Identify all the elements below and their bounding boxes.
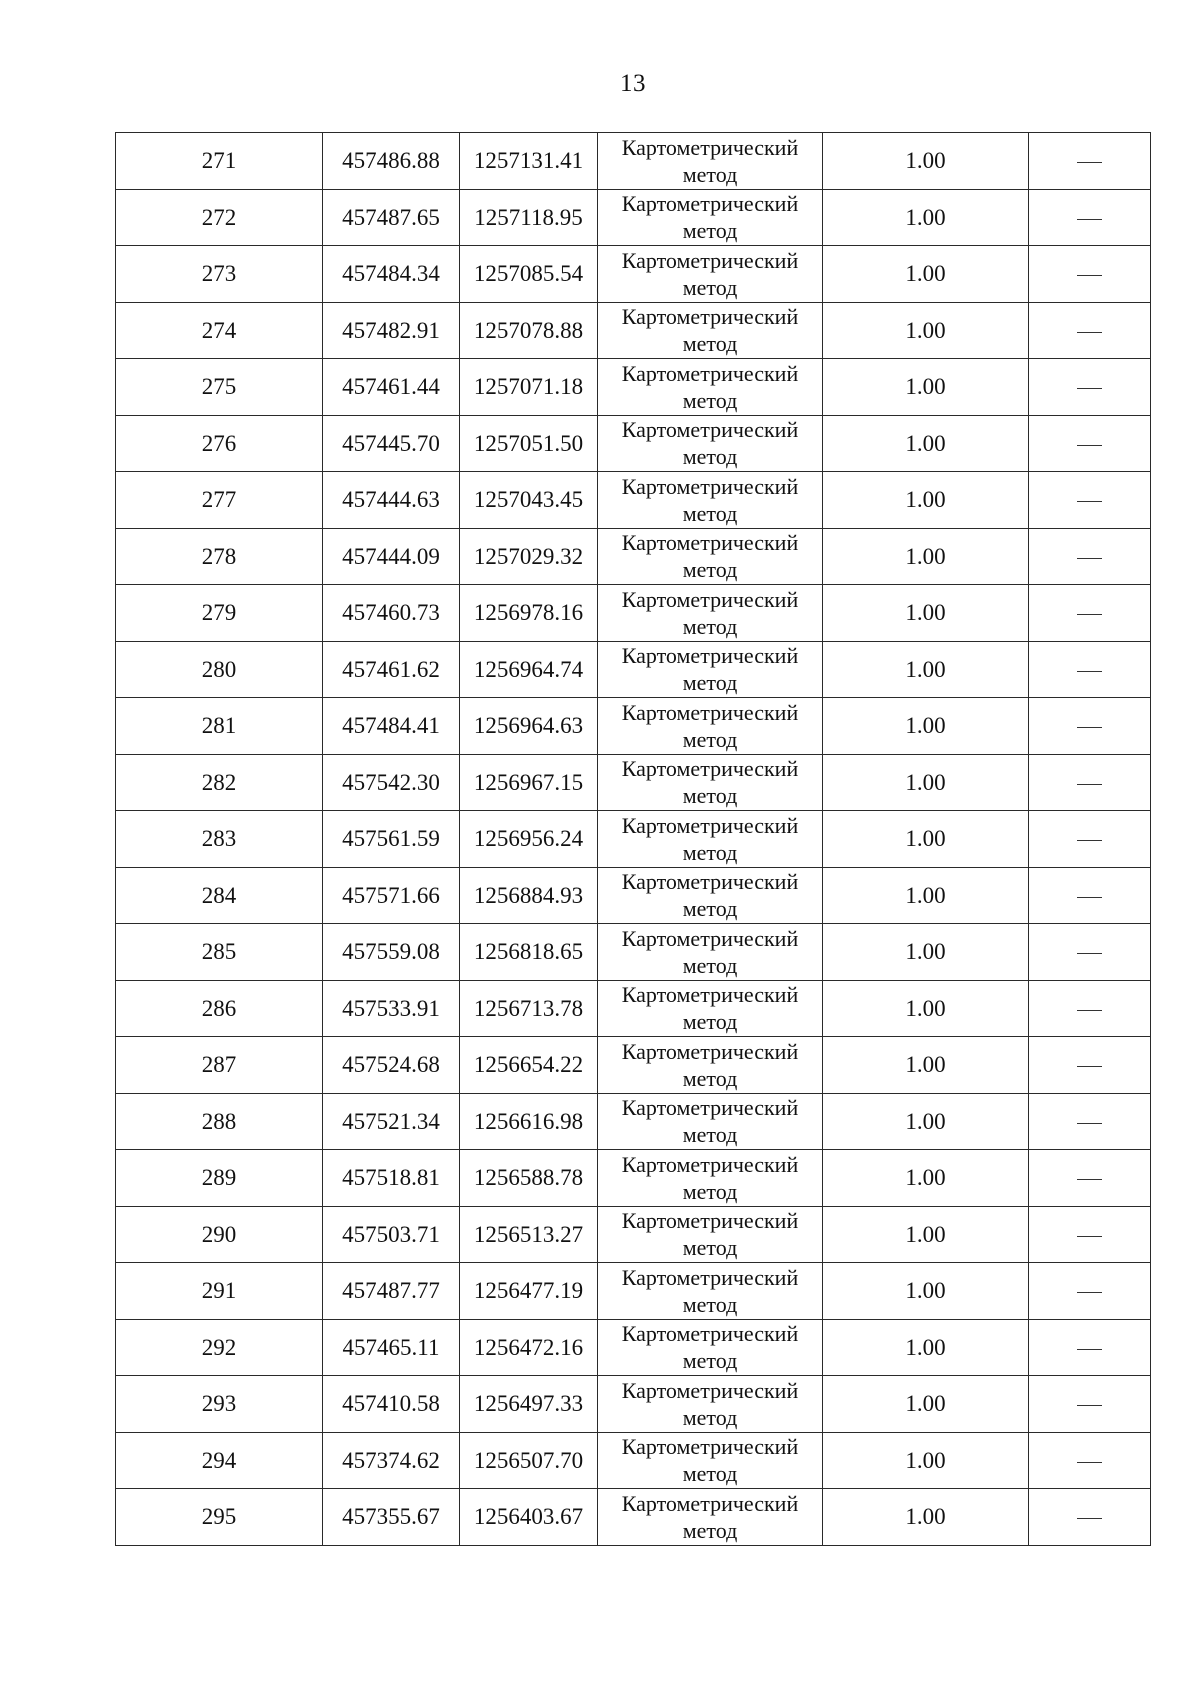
accuracy-cell: 1.00 bbox=[823, 924, 1029, 981]
description-cell bbox=[1029, 1037, 1151, 1094]
accuracy-cell: 1.00 bbox=[823, 1319, 1029, 1376]
table-row bbox=[116, 1150, 1151, 1207]
point-number-cell: 291 bbox=[116, 1263, 323, 1320]
y-coordinate-cell: 1256713.78 bbox=[460, 980, 598, 1037]
table-row bbox=[116, 1206, 1151, 1263]
point-number-cell: 293 bbox=[116, 1376, 323, 1433]
x-coordinate-cell: 457460.73 bbox=[323, 585, 460, 642]
method-line2: метод bbox=[682, 783, 738, 809]
accuracy-cell: 1.00 bbox=[823, 1150, 1029, 1207]
method-line1: Картометрический bbox=[621, 812, 799, 838]
y-coordinate-cell: 1257071.18 bbox=[460, 359, 598, 416]
method-line2: метод bbox=[682, 1065, 738, 1091]
method-line1: Картометрический bbox=[621, 643, 799, 669]
point-number-cell: 282 bbox=[116, 754, 323, 811]
y-coordinate-cell: 1256507.70 bbox=[460, 1432, 598, 1489]
y-coordinate-cell: 1257043.45 bbox=[460, 472, 598, 529]
dash-mark bbox=[1077, 897, 1102, 898]
dash-mark bbox=[1077, 445, 1102, 446]
accuracy-cell: 1.00 bbox=[823, 359, 1029, 416]
dash-mark bbox=[1077, 1066, 1102, 1067]
dash-mark bbox=[1077, 501, 1102, 502]
point-number-cell: 288 bbox=[116, 1093, 323, 1150]
accuracy-cell: 1.00 bbox=[823, 1376, 1029, 1433]
accuracy-cell: 1.00 bbox=[823, 1206, 1029, 1263]
y-coordinate-cell: 1257131.41 bbox=[460, 133, 598, 190]
dash-mark bbox=[1077, 727, 1102, 728]
method-cell bbox=[598, 1037, 823, 1094]
table-row bbox=[116, 1319, 1151, 1376]
y-coordinate-cell: 1256967.15 bbox=[460, 754, 598, 811]
description-cell bbox=[1029, 867, 1151, 924]
dash-mark bbox=[1077, 1518, 1102, 1519]
description-cell bbox=[1029, 528, 1151, 585]
page-number: 13 bbox=[620, 70, 646, 97]
table-row bbox=[116, 133, 1151, 190]
method-line1: Картометрический bbox=[621, 530, 799, 556]
table-row bbox=[116, 641, 1151, 698]
method-line2: метод bbox=[682, 896, 738, 922]
description-cell bbox=[1029, 133, 1151, 190]
description-cell bbox=[1029, 246, 1151, 303]
method-line2: метод bbox=[682, 1009, 738, 1035]
x-coordinate-cell: 457465.11 bbox=[323, 1319, 460, 1376]
method-cell bbox=[598, 1206, 823, 1263]
x-coordinate-cell: 457533.91 bbox=[323, 980, 460, 1037]
dash-mark bbox=[1077, 332, 1102, 333]
method-cell bbox=[598, 641, 823, 698]
method-line1: Картометрический bbox=[621, 1095, 799, 1121]
point-number-cell: 278 bbox=[116, 528, 323, 585]
x-coordinate-cell: 457484.34 bbox=[323, 246, 460, 303]
method-line1: Картометрический bbox=[621, 1321, 799, 1347]
method-line2: метод bbox=[682, 218, 738, 244]
point-number-cell: 280 bbox=[116, 641, 323, 698]
method-cell bbox=[598, 811, 823, 868]
point-number-cell: 271 bbox=[116, 133, 323, 190]
method-line2: метод bbox=[682, 1178, 738, 1204]
dash-mark bbox=[1077, 388, 1102, 389]
y-coordinate-cell: 1256884.93 bbox=[460, 867, 598, 924]
accuracy-cell: 1.00 bbox=[823, 133, 1029, 190]
method-line1: Картометрический bbox=[621, 1264, 799, 1290]
x-coordinate-cell: 457444.09 bbox=[323, 528, 460, 585]
y-coordinate-cell: 1256654.22 bbox=[460, 1037, 598, 1094]
accuracy-cell: 1.00 bbox=[823, 1432, 1029, 1489]
point-number-cell: 276 bbox=[116, 415, 323, 472]
method-line1: Картометрический bbox=[621, 1377, 799, 1403]
method-line2: метод bbox=[682, 274, 738, 300]
dash-mark bbox=[1077, 1010, 1102, 1011]
method-cell bbox=[598, 924, 823, 981]
x-coordinate-cell: 457461.62 bbox=[323, 641, 460, 698]
accuracy-cell: 1.00 bbox=[823, 867, 1029, 924]
x-coordinate-cell: 457410.58 bbox=[323, 1376, 460, 1433]
y-coordinate-cell: 1256978.16 bbox=[460, 585, 598, 642]
accuracy-cell: 1.00 bbox=[823, 1037, 1029, 1094]
dash-mark bbox=[1077, 219, 1102, 220]
accuracy-cell: 1.00 bbox=[823, 528, 1029, 585]
description-cell bbox=[1029, 415, 1151, 472]
description-cell bbox=[1029, 585, 1151, 642]
accuracy-cell: 1.00 bbox=[823, 1263, 1029, 1320]
method-line1: Картометрический bbox=[621, 191, 799, 217]
method-cell bbox=[598, 1489, 823, 1546]
dash-mark bbox=[1077, 1405, 1102, 1406]
method-cell bbox=[598, 528, 823, 585]
table-row bbox=[116, 1489, 1151, 1546]
method-line2: метод bbox=[682, 613, 738, 639]
x-coordinate-cell: 457518.81 bbox=[323, 1150, 460, 1207]
description-cell bbox=[1029, 754, 1151, 811]
x-coordinate-cell: 457374.62 bbox=[323, 1432, 460, 1489]
method-cell bbox=[598, 698, 823, 755]
dash-mark bbox=[1077, 614, 1102, 615]
method-line1: Картометрический bbox=[621, 1208, 799, 1234]
table-row bbox=[116, 867, 1151, 924]
accuracy-cell: 1.00 bbox=[823, 698, 1029, 755]
accuracy-cell: 1.00 bbox=[823, 302, 1029, 359]
y-coordinate-cell: 1256818.65 bbox=[460, 924, 598, 981]
point-number-cell: 285 bbox=[116, 924, 323, 981]
table-row bbox=[116, 1432, 1151, 1489]
table-row bbox=[116, 1093, 1151, 1150]
x-coordinate-cell: 457487.77 bbox=[323, 1263, 460, 1320]
description-cell bbox=[1029, 189, 1151, 246]
method-cell bbox=[598, 1150, 823, 1207]
accuracy-cell: 1.00 bbox=[823, 415, 1029, 472]
table-row bbox=[116, 359, 1151, 416]
coordinates-table bbox=[115, 132, 1151, 1546]
y-coordinate-cell: 1257085.54 bbox=[460, 246, 598, 303]
y-coordinate-cell: 1256403.67 bbox=[460, 1489, 598, 1546]
point-number-cell: 273 bbox=[116, 246, 323, 303]
point-number-cell: 281 bbox=[116, 698, 323, 755]
accuracy-cell: 1.00 bbox=[823, 1489, 1029, 1546]
point-number-cell: 277 bbox=[116, 472, 323, 529]
x-coordinate-cell: 457482.91 bbox=[323, 302, 460, 359]
point-number-cell: 294 bbox=[116, 1432, 323, 1489]
description-cell bbox=[1029, 641, 1151, 698]
method-line2: метод bbox=[682, 952, 738, 978]
x-coordinate-cell: 457559.08 bbox=[323, 924, 460, 981]
table-row bbox=[116, 980, 1151, 1037]
method-line2: метод bbox=[682, 1404, 738, 1430]
method-cell bbox=[598, 246, 823, 303]
accuracy-cell: 1.00 bbox=[823, 811, 1029, 868]
method-line2: метод bbox=[682, 1348, 738, 1374]
method-cell bbox=[598, 754, 823, 811]
y-coordinate-cell: 1256513.27 bbox=[460, 1206, 598, 1263]
method-cell bbox=[598, 1432, 823, 1489]
description-cell bbox=[1029, 1206, 1151, 1263]
description-cell bbox=[1029, 472, 1151, 529]
table-row bbox=[116, 1376, 1151, 1433]
method-line2: метод bbox=[682, 1291, 738, 1317]
method-line2: метод bbox=[682, 839, 738, 865]
method-line1: Картометрический bbox=[621, 699, 799, 725]
point-number-cell: 295 bbox=[116, 1489, 323, 1546]
description-cell bbox=[1029, 1263, 1151, 1320]
dash-mark bbox=[1077, 1349, 1102, 1350]
method-cell bbox=[598, 1093, 823, 1150]
x-coordinate-cell: 457503.71 bbox=[323, 1206, 460, 1263]
dash-mark bbox=[1077, 1236, 1102, 1237]
x-coordinate-cell: 457561.59 bbox=[323, 811, 460, 868]
method-line1: Картометрический bbox=[621, 982, 799, 1008]
method-line2: метод bbox=[682, 331, 738, 357]
table-row bbox=[116, 246, 1151, 303]
method-line1: Картометрический bbox=[621, 247, 799, 273]
method-line1: Картометрический bbox=[621, 756, 799, 782]
dash-mark bbox=[1077, 1179, 1102, 1180]
dash-mark bbox=[1077, 840, 1102, 841]
method-line1: Картометрический bbox=[621, 417, 799, 443]
x-coordinate-cell: 457542.30 bbox=[323, 754, 460, 811]
description-cell bbox=[1029, 1319, 1151, 1376]
method-line1: Картометрический bbox=[621, 925, 799, 951]
y-coordinate-cell: 1257118.95 bbox=[460, 189, 598, 246]
description-cell bbox=[1029, 1093, 1151, 1150]
point-number-cell: 287 bbox=[116, 1037, 323, 1094]
x-coordinate-cell: 457524.68 bbox=[323, 1037, 460, 1094]
y-coordinate-cell: 1256472.16 bbox=[460, 1319, 598, 1376]
table-row bbox=[116, 924, 1151, 981]
method-line1: Картометрический bbox=[621, 134, 799, 160]
table-row bbox=[116, 1037, 1151, 1094]
description-cell bbox=[1029, 1489, 1151, 1546]
method-cell bbox=[598, 415, 823, 472]
y-coordinate-cell: 1257029.32 bbox=[460, 528, 598, 585]
method-line2: метод bbox=[682, 726, 738, 752]
x-coordinate-cell: 457444.63 bbox=[323, 472, 460, 529]
table-row bbox=[116, 1263, 1151, 1320]
dash-mark bbox=[1077, 1292, 1102, 1293]
table-row bbox=[116, 472, 1151, 529]
accuracy-cell: 1.00 bbox=[823, 472, 1029, 529]
method-line1: Картометрический bbox=[621, 1038, 799, 1064]
method-cell bbox=[598, 980, 823, 1037]
description-cell bbox=[1029, 924, 1151, 981]
method-line1: Картометрический bbox=[621, 1434, 799, 1460]
point-number-cell: 290 bbox=[116, 1206, 323, 1263]
point-number-cell: 284 bbox=[116, 867, 323, 924]
method-line1: Картометрический bbox=[621, 1490, 799, 1516]
x-coordinate-cell: 457571.66 bbox=[323, 867, 460, 924]
point-number-cell: 274 bbox=[116, 302, 323, 359]
method-cell bbox=[598, 585, 823, 642]
point-number-cell: 279 bbox=[116, 585, 323, 642]
accuracy-cell: 1.00 bbox=[823, 1093, 1029, 1150]
dash-mark bbox=[1077, 953, 1102, 954]
x-coordinate-cell: 457355.67 bbox=[323, 1489, 460, 1546]
method-cell bbox=[598, 867, 823, 924]
point-number-cell: 289 bbox=[116, 1150, 323, 1207]
method-line2: метод bbox=[682, 444, 738, 470]
y-coordinate-cell: 1256477.19 bbox=[460, 1263, 598, 1320]
method-line1: Картометрический bbox=[621, 586, 799, 612]
method-cell bbox=[598, 472, 823, 529]
dash-mark bbox=[1077, 275, 1102, 276]
method-cell bbox=[598, 1263, 823, 1320]
accuracy-cell: 1.00 bbox=[823, 754, 1029, 811]
table-row bbox=[116, 698, 1151, 755]
y-coordinate-cell: 1256956.24 bbox=[460, 811, 598, 868]
dash-mark bbox=[1077, 1123, 1102, 1124]
dash-mark bbox=[1077, 162, 1102, 163]
table-row bbox=[116, 302, 1151, 359]
method-line2: метод bbox=[682, 670, 738, 696]
method-cell bbox=[598, 1319, 823, 1376]
accuracy-cell: 1.00 bbox=[823, 585, 1029, 642]
description-cell bbox=[1029, 811, 1151, 868]
method-line2: метод bbox=[682, 1235, 738, 1261]
y-coordinate-cell: 1256616.98 bbox=[460, 1093, 598, 1150]
method-line1: Картометрический bbox=[621, 1151, 799, 1177]
x-coordinate-cell: 457445.70 bbox=[323, 415, 460, 472]
method-line2: метод bbox=[682, 387, 738, 413]
coordinates-table-body bbox=[116, 133, 1151, 1546]
description-cell bbox=[1029, 302, 1151, 359]
method-line2: метод bbox=[682, 1517, 738, 1543]
x-coordinate-cell: 457521.34 bbox=[323, 1093, 460, 1150]
description-cell bbox=[1029, 1150, 1151, 1207]
x-coordinate-cell: 457461.44 bbox=[323, 359, 460, 416]
method-line1: Картометрический bbox=[621, 473, 799, 499]
method-cell bbox=[598, 1376, 823, 1433]
dash-mark bbox=[1077, 558, 1102, 559]
method-line2: метод bbox=[682, 1461, 738, 1487]
point-number-cell: 283 bbox=[116, 811, 323, 868]
point-number-cell: 272 bbox=[116, 189, 323, 246]
method-line1: Картометрический bbox=[621, 869, 799, 895]
accuracy-cell: 1.00 bbox=[823, 641, 1029, 698]
method-line2: метод bbox=[682, 1122, 738, 1148]
table-row bbox=[116, 189, 1151, 246]
dash-mark bbox=[1077, 1462, 1102, 1463]
table-row bbox=[116, 811, 1151, 868]
method-line1: Картометрический bbox=[621, 304, 799, 330]
description-cell bbox=[1029, 980, 1151, 1037]
description-cell bbox=[1029, 1432, 1151, 1489]
dash-mark bbox=[1077, 784, 1102, 785]
point-number-cell: 275 bbox=[116, 359, 323, 416]
table-row bbox=[116, 754, 1151, 811]
accuracy-cell: 1.00 bbox=[823, 980, 1029, 1037]
method-cell bbox=[598, 302, 823, 359]
dash-mark bbox=[1077, 671, 1102, 672]
x-coordinate-cell: 457486.88 bbox=[323, 133, 460, 190]
table-row bbox=[116, 415, 1151, 472]
point-number-cell: 286 bbox=[116, 980, 323, 1037]
method-cell bbox=[598, 189, 823, 246]
y-coordinate-cell: 1256497.33 bbox=[460, 1376, 598, 1433]
method-line2: метод bbox=[682, 500, 738, 526]
y-coordinate-cell: 1256964.74 bbox=[460, 641, 598, 698]
point-number-cell: 292 bbox=[116, 1319, 323, 1376]
method-line1: Картометрический bbox=[621, 360, 799, 386]
method-line2: метод bbox=[682, 557, 738, 583]
y-coordinate-cell: 1256588.78 bbox=[460, 1150, 598, 1207]
y-coordinate-cell: 1257051.50 bbox=[460, 415, 598, 472]
x-coordinate-cell: 457487.65 bbox=[323, 189, 460, 246]
description-cell bbox=[1029, 359, 1151, 416]
method-line2: метод bbox=[682, 161, 738, 187]
method-cell bbox=[598, 359, 823, 416]
y-coordinate-cell: 1257078.88 bbox=[460, 302, 598, 359]
table-row bbox=[116, 528, 1151, 585]
y-coordinate-cell: 1256964.63 bbox=[460, 698, 598, 755]
accuracy-cell: 1.00 bbox=[823, 246, 1029, 303]
accuracy-cell: 1.00 bbox=[823, 189, 1029, 246]
description-cell bbox=[1029, 1376, 1151, 1433]
description-cell bbox=[1029, 698, 1151, 755]
table-row bbox=[116, 585, 1151, 642]
x-coordinate-cell: 457484.41 bbox=[323, 698, 460, 755]
method-cell bbox=[598, 133, 823, 190]
